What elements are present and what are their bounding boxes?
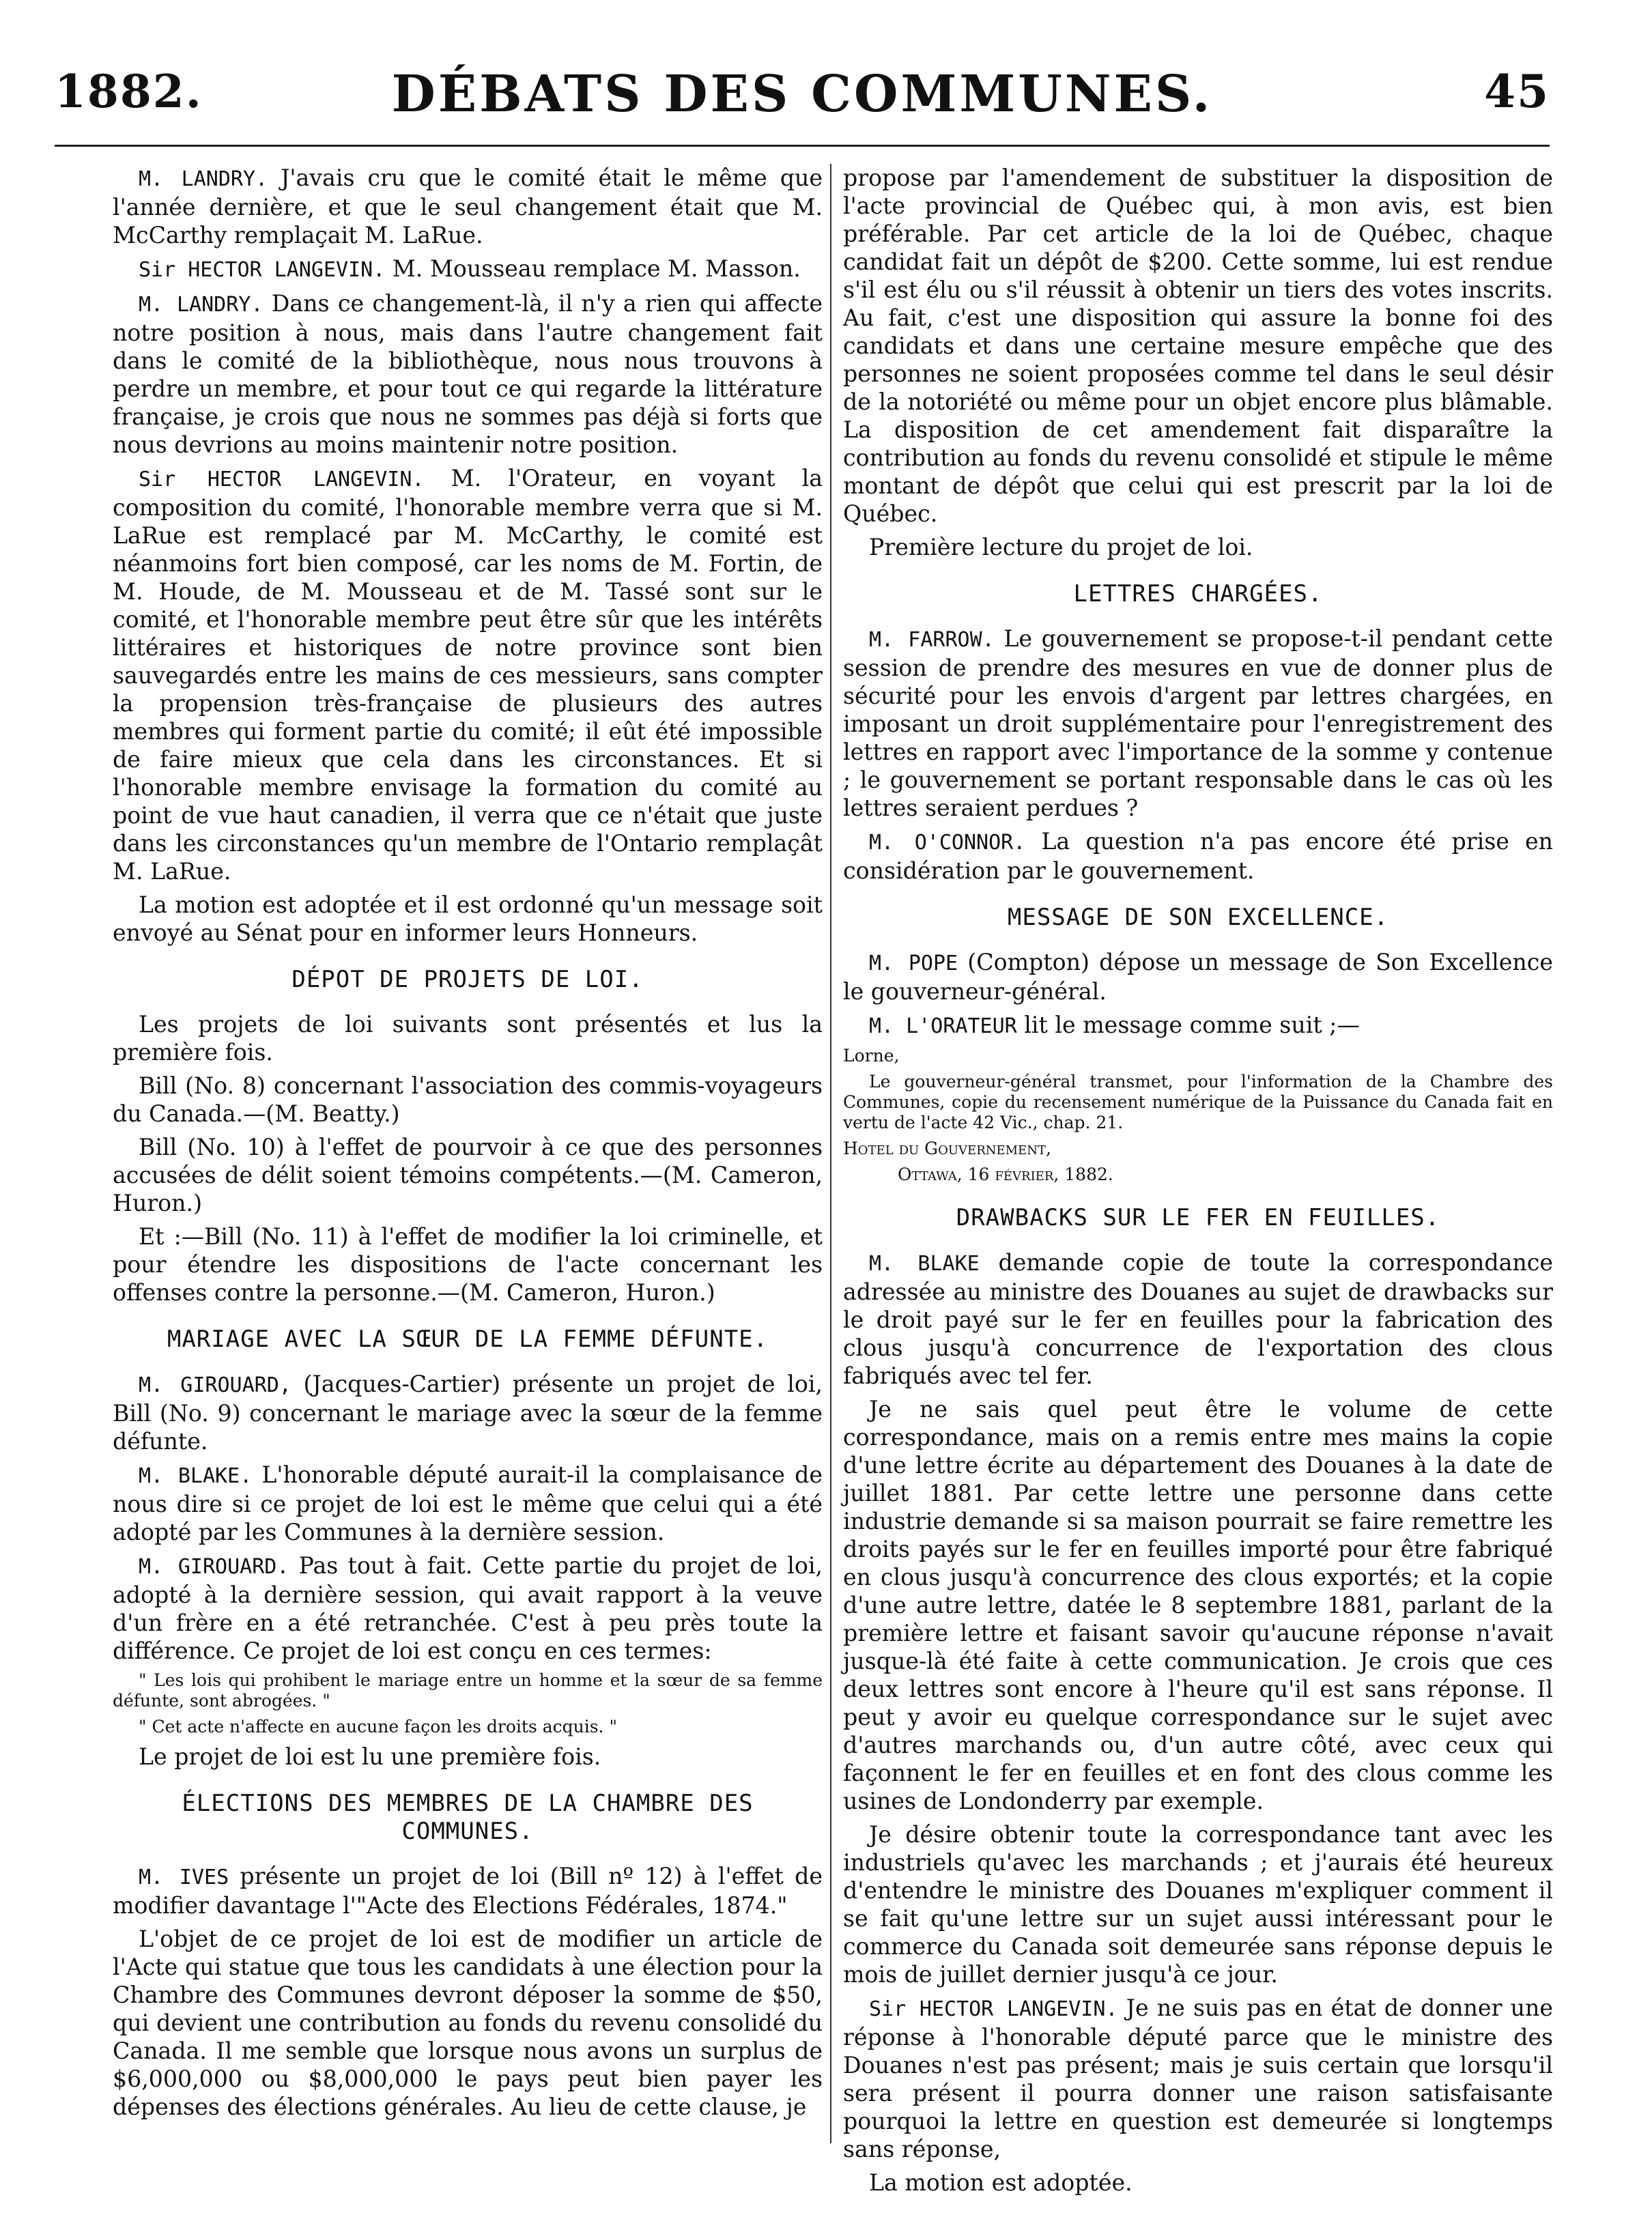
paragraph (113, 1370, 823, 1455)
paragraph (113, 255, 823, 284)
column-divider (830, 164, 831, 2143)
speaker-name: M. IVES (139, 1866, 229, 1889)
paragraph (843, 1994, 1553, 2163)
paragraph (113, 164, 823, 249)
section-heading: ÉLECTIONS DES MEMBRES DE LA CHAMBRE DES COMMUNES. (182, 1790, 754, 1845)
speech-text: M. l'Orateur, en voyant la composition du comité, l'honorable membre verra que si M. LaRue est remplacé par M. McCarthy, le comité est néanmoins fort bien composé, car les noms de M. Fortin, de M. Houde, de M. Mousseau et de M. Tassé sont sur le comité, et l'honorable membre peut être sûr que les intérêts littéraires et historiques de notre province sont bien sauvegardés entre les mains de ces messieurs, sans compter la propension très-française de plusieurs des autres membres qui forment partie du comité; il eût été impossible de faire mieux que cela dans les circonstances. Et si l'honorable membre envisage la formation du comité au point de vue haut canadien, il verra que ce n'était que juste dans les circonstances qu'un membre de l'Ontario remplaçât M. LaRue. (113, 465, 823, 885)
section-heading: LETTRES CHARGÉES. (1073, 580, 1323, 607)
message-place: Hotel du Gouvernement, (843, 1139, 1051, 1158)
paragraph: Je ne sais quel peut être le volume de cette correspondance, mais on a remis entre mes mains la copie d'une lettre écrite au département des Douanes à la date de juillet 1881. Par cette lettre une personne dans cette industrie demande si sa maison pourrait se faire remettre les droits payés sur le fer en feuilles importé pour être fabriqué en clous jusqu'à concurrence des clous exportés; et la copie d'une autre lettre, datée le 8 septembre 1881, parlant de la première lettre et faisant savoir qu'aucune réponse n'avait jusque-là été faite à cette communication. Je crois que ces deux lettres sont encore à l'heure qu'il est sans réponse. Il peut y avoir eu quelque correspondance sur le sujet avec d'autres marchands ou, d'un autre côté, avec ceux qui façonnent le fer en feuilles et en font des clous comme les usines de Londonderry par exemple. (843, 1396, 1553, 1814)
message-text: Le gouverneur-général transmet, pour l'information de la Chambre des Communes, copie du recensement numérique de la Puissance du Canada fait en vertu de l'acte 42 Vic., chap. 21. (843, 1072, 1553, 1132)
paragraph (113, 1552, 823, 1665)
quoted-clause: " Cet acte n'affecte en aucune façon les droits acquis. " (139, 1717, 617, 1736)
paragraph (843, 948, 1553, 1005)
speech-text: lit le message comme suit ;— (1016, 1012, 1360, 1038)
speech-text: Je ne suis pas en état de donner une réponse à l'honorable député parce que le ministre des Douanes n'est pas présent; mais je suis certain que lorsqu'il sera présent il pourra donner une raison satisfaisante pourquoi la lettre en question est demeurée si longtemps sans réponse, (843, 1995, 1553, 2162)
paragraph: Première lecture du projet de loi. (869, 534, 1253, 560)
paragraph: Et :—Bill (No. 11) à l'effet de modifier la loi criminelle, et pour étendre les dispositions de l'acte concernant les offenses contre la personne.—(M. Cameron, Huron.) (113, 1223, 823, 1306)
page-header (55, 65, 1550, 140)
paragraph (113, 464, 823, 885)
paragraph: Je désire obtenir toute la correspondance tant avec les industriels qu'avec les marchands ; et j'aurais été heureux d'entendre le ministre des Douanes m'expliquer comment il se fait qu'une lettre sur un sujet aussi intéressant pour le commerce du Canada soit demeurée sans réponse depuis le mois de juillet dernier jusqu'à ce jour. (843, 1821, 1553, 1988)
page-number: 45 (1484, 65, 1550, 118)
speech-text: (Jacques-Cartier) présente un projet de loi, Bill (No. 9) concernant le mariage avec la sœur de la femme défunte. (113, 1371, 823, 1455)
header-title: DÉBATS DES COMMUNES. (391, 65, 1213, 124)
section-heading: MESSAGE DE SON EXCELLENCE. (1007, 904, 1389, 931)
speaker-name: M. FARROW. (869, 628, 995, 652)
right-column (843, 164, 1553, 2202)
speech-text: Dans ce changement-là, il n'y a rien qui affecte notre position à nous, mais dans l'autre changement fait dans le comité de la bibliothèque, nous nous trouvons à perdre un membre, et pour tout ce qui regarde la littérature française, je crois que nous ne sommes pas déjà si forts que nous devrions au moins maintenir notre position. (113, 290, 823, 458)
paragraph (113, 289, 823, 459)
paragraph: Le projet de loi est lu une première fois. (139, 1743, 601, 1770)
paragraph: Bill (No. 10) à l'effet de pourvoir à ce que des personnes accusées de délit soient témoins compétents.—(M. Cameron, Huron.) (113, 1134, 823, 1216)
paragraph (113, 1461, 823, 1546)
speaker-name: Sir HECTOR LANGEVIN. (869, 1997, 1118, 2021)
speech-text: L'honorable député aurait-il la complaisance de nous dire si ce projet de loi est le même que celui qui a été adopté par les Communes à la dernière session. (113, 1461, 823, 1545)
speech-text: La question n'a pas encore été prise en considération par le gouvernement. (843, 828, 1553, 884)
section-heading: DÉPOT DE PROJETS DE LOI. (291, 966, 644, 993)
paragraph (843, 827, 1553, 885)
speech-text: présente un projet de loi (Bill nº 12) à l'effet de modifier davantage l'"Acte des Elections Fédérales, 1874." (113, 1863, 823, 1919)
speech-text: demande copie de toute la correspondance adressée au ministre des Douanes au sujet de drawbacks sur le droit payé sur le fer en feuilles pour la fabrication des clous jusqu'à concurrence de l'exportation des clous fabriqués avec tel fer. (843, 1249, 1553, 1389)
paragraph: Bill (No. 8) concernant l'association des commis-voyageurs du Canada.—(M. Beatty.) (113, 1072, 823, 1127)
speech-text: Pas tout à fait. Cette partie du projet de loi, adopté à la dernière session, qui avait rapport à la veuve d'un frère en a été retranchée. C'est à peu près toute la différence. Ce projet de loi est conçu en ces termes: (113, 1552, 823, 1664)
message-signature: Lorne, (843, 1046, 900, 1066)
paragraph (843, 1011, 1553, 1040)
speaker-name: M. O'CONNOR. (869, 831, 1026, 855)
speaker-name: Sir HECTOR LANGEVIN. (139, 468, 425, 491)
speech-text: M. Mousseau remplace M. Masson. (385, 255, 801, 282)
speaker-name: M. POPE (869, 952, 958, 975)
section-heading: DRAWBACKS SUR LE FER EN FEUILLES. (956, 1204, 1440, 1231)
speaker-name: M. GIROUARD, (139, 1373, 291, 1397)
speaker-name: M. L'ORATEUR (869, 1014, 1017, 1038)
paragraph (843, 625, 1553, 822)
speaker-name: M. BLAKE. (139, 1464, 253, 1488)
paragraph: La motion est adoptée et il est ordonné qu'un message soit envoyé au Sénat pour en informer leurs Honneurs. (113, 891, 823, 946)
speaker-name: M. LANDRY. (139, 167, 268, 191)
header-rule (55, 145, 1550, 147)
paragraph: L'objet de ce projet de loi est de modifier un article de l'Acte qui statue que tous les candidats à une élection pour la Chambre des Communes devront déposer la somme de $50, qui devient une contribution au fonds du revenu consolidé du Canada. Il me semble que lorsque nous avons un surplus de $6,000,000 ou $8,000,000 le pays peut bien payer les dépenses des élections générales. Au lieu de cette clause, je (113, 1926, 823, 2120)
speaker-name: M. BLAKE (869, 1252, 980, 1276)
left-column (113, 164, 823, 2126)
speech-text: J'avais cru que le comité était le même que l'année dernière, et que le seul changement était que M. McCarthy remplaçait M. LaRue. (113, 165, 823, 248)
speech-text: (Compton) dépose un message de Son Excellence le gouverneur-général. (843, 949, 1553, 1005)
paragraph: propose par l'amendement de substituer la disposition de l'acte provincial de Québec qui, à mon avis, est bien préférable. Par cet article de la loi de Québec, chaque candidat fait un dépôt de $200. Cette somme, lui est rendue s'il est élu ou s'il réussit à obtenir un tiers des votes inscrits. Au fait, c'est une disposition qui assure la bonne foi des candidats et dans une certaine mesure empêche que des personnes ne soient proposées comme tel dans le seul désir de la notoriété ou même pour un objet encore plus blâmable. La disposition de cet amendement fait disparaître la contribution au fonds du revenu consolidé et stipule le même montant de dépôt que celui qui est prescrit par la loi de Québec. (843, 165, 1553, 527)
section-heading: MARIAGE AVEC LA SŒUR DE LA FEMME DÉFUNTE. (167, 1326, 769, 1353)
paragraph (843, 1248, 1553, 1390)
paragraph (113, 1862, 823, 1919)
quoted-clause: " Les lois qui prohibent le mariage entre un homme et la sœur de sa femme défunte, sont abrogées. " (113, 1670, 823, 1711)
message-date: Ottawa, 16 février, 1882. (898, 1164, 1113, 1184)
paragraph: Les projets de loi suivants sont présentés et lus la première fois. (113, 1011, 823, 1066)
speech-text: Le gouvernement se propose-t-il pendant cette session de prendre des mesures en vue de donner plus de sécurité pour les envois d'argent par lettres chargées, en imposant un droit supplémentaire pour l'enregistrement des lettres en rapport avec l'importance de la somme y contenue ; le gouvernement se portant responsable dans le cas où les lettres seraient perdues ? (843, 625, 1553, 821)
paragraph: La motion est adoptée. (869, 2169, 1133, 2196)
speaker-name: M. LANDRY. (139, 293, 264, 317)
header-year: 1882. (55, 65, 203, 118)
speaker-name: Sir HECTOR LANGEVIN. (139, 258, 386, 282)
speaker-name: M. GIROUARD. (139, 1555, 289, 1579)
